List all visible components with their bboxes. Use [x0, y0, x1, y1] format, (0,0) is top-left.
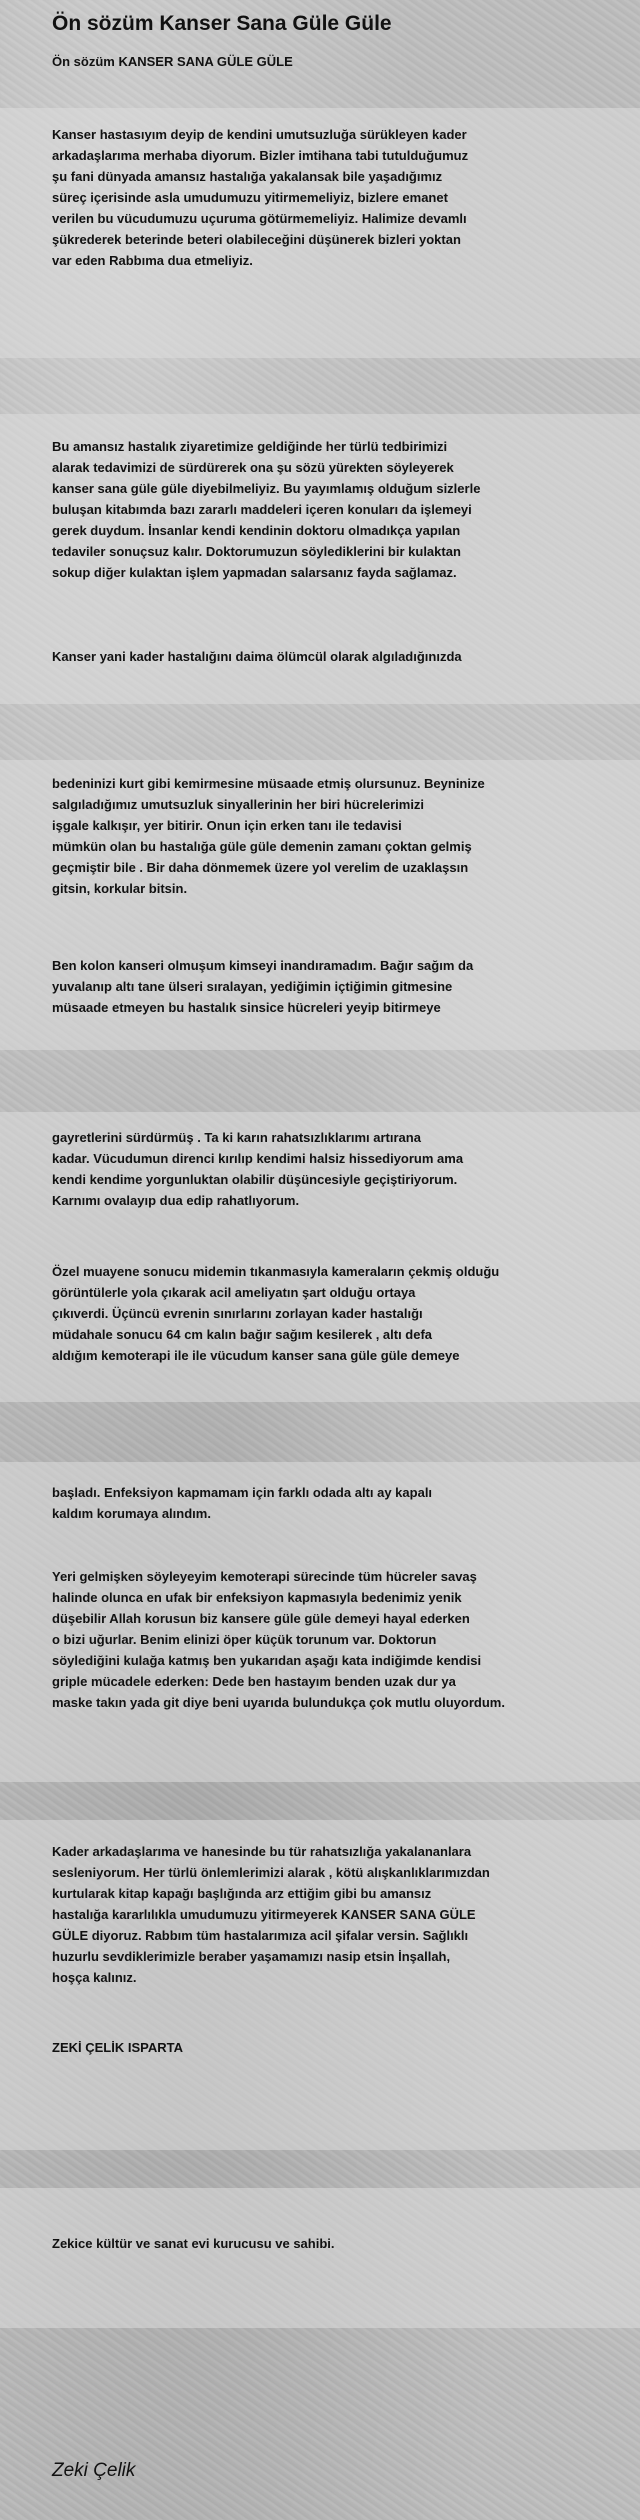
signature-line: ZEKİ ÇELİK ISPARTA	[52, 2040, 183, 2055]
paragraph: Ben kolon kanseri olmuşum kimseyi inandıramadım. Bağır sağım da yuvalanıp altı tane ülseri sıralayan, yediğimin içtiğimin gitmesine müsaade etmeyen bu hastalık sinsice hücreleri yeyip bitirmeye	[52, 958, 474, 1015]
paragraph: Zekice kültür ve sanat evi kurucusu ve sahibi.	[52, 2236, 335, 2251]
text-panel	[0, 2188, 640, 2328]
paragraph: Bu amansız hastalık ziyaretimize geldiğinde her türlü tedbirimizi alarak tedavimizi de sürdürerek ona şu sözü yürekten söyleyerek kanser sana güle güle diyebilmeliyiz. Bu yayımlamış olduğum sizlerle buluşan kitabımda bazı zararlı maddeleri içeren konuları da işlemeyi gerek duydum. İnsanlar kendi kendinin doktoru olmadıkça yapılan tedaviler sonuçsuz kalır. Doktorumuzun söylediklerini bir kulaktan sokup diğer kulaktan işlem yapmadan salarsanız fayda sağlamaz.	[52, 439, 481, 580]
author-name: Zeki Çelik	[52, 2460, 136, 2481]
poem-subtitle: Ön sözüm KANSER SANA GÜLE GÜLE	[52, 54, 293, 69]
paragraph: Kanser hastasıyım deyip de kendini umutsuzluğa sürükleyen kader arkadaşlarıma merhaba diyorum. Bizler imtihana tabi tutulduğumuz şu fani dünyada amansız hastalığa yakalansak bile yaşadığımız süreç içerisinde asla umudumuzu yitirmemeliyiz, bizlere emanet verilen bu vücudumuzu uçuruma götürmemeliyiz. Halimize devamlı şükrederek beterinde beteri olabileceğini düşünerek bizleri yoktan var eden Rabbıma dua etmeliyiz.	[52, 127, 469, 268]
paragraph: Özel muayene sonucu midemin tıkanmasıyla kameraların çekmiş olduğu görüntülerle yola çıkarak acil ameliyatın şart olduğu ortaya çıkıverdi. Üçüncü evrenin sınırlarını zorlayan kader hastalığı müdahale sonucu 64 cm kalın bağır sağım kesilerek , altı defa aldığım kemoterapi ile ile vücudum kanser sana güle güle demeye	[52, 1264, 500, 1363]
paragraph: gayretlerini sürdürmüş . Ta ki karın rahatsızlıklarımı artırana kadar. Vücudumun direnci kırılıp kendimi halsiz hissediyorum ama kendi kendime yorgunluktan olabilir düşüncesiyle geçiştiriyorum. Karnımı ovalayıp dua edip rahatlıyorum.	[52, 1130, 464, 1208]
paragraph: bedeninizi kurt gibi kemirmesine müsaade etmiş olursunuz. Beyninize salgıladığımız umutsuzluk sinyallerinin her biri hücrelerimizi işgale kalkışır, yer bitirir. Onun için erken tanı ile tedavisi mümkün olan bu hastalığa güle güle demenin zamanı çoktan gelmiş geçmiştir bile . Bir daha dönmemek üzere yol verelim de uzaklaşsın gitsin, korkular bitsin.	[52, 776, 485, 896]
paragraph: Kader arkadaşlarıma ve hanesinde bu tür rahatsızlığa yakalananlara sesleniyorum. Her türlü önlemlerimizi alarak , kötü alışkanlıklarımızdan kurtularak kitap kapağı başlığında arz ettiğim gibi bu amansız hastalığa kararlılıkla umudumuzu yitirmeyerek KANSER SANA GÜLE GÜLE diyoruz. Rabbım tüm hastalarımıza acil şifalar versin. Sağlıklı huzurlu sevdiklerimizle beraber yaşamamızı nasip etsin İnşallah, hoşça kalınız.	[52, 1844, 490, 1985]
paragraph: başladı. Enfeksiyon kapmamam için farklı odada altı ay kapalı kaldım korumaya alındım.	[52, 1485, 433, 1521]
poem-title: Ön sözüm Kanser Sana Güle Güle	[52, 12, 392, 35]
paragraph: Kanser yani kader hastalığını daima ölümcül olarak algıladığınızda	[52, 649, 462, 664]
paragraph: Yeri gelmişken söyleyeyim kemoterapi sürecinde tüm hücreler savaş halinde olunca en ufak bir enfeksiyon kapmasıyla bedenimiz yenik düşebilir Allah korusun biz kansere güle güle demeyi hayal ederken o bizi uğurlar. Benim elinizi öper küçük torunum var. Doktorun söylediğini kulağa katmış ben yukarıdan aşağı kata indiğimde kendisi griple mücadele ederken: Dede ben hastayım benden uzak dur ya maske takın yada git diye beni uyarıda bulundukça çok mutlu oluyordum.	[52, 1569, 505, 1710]
